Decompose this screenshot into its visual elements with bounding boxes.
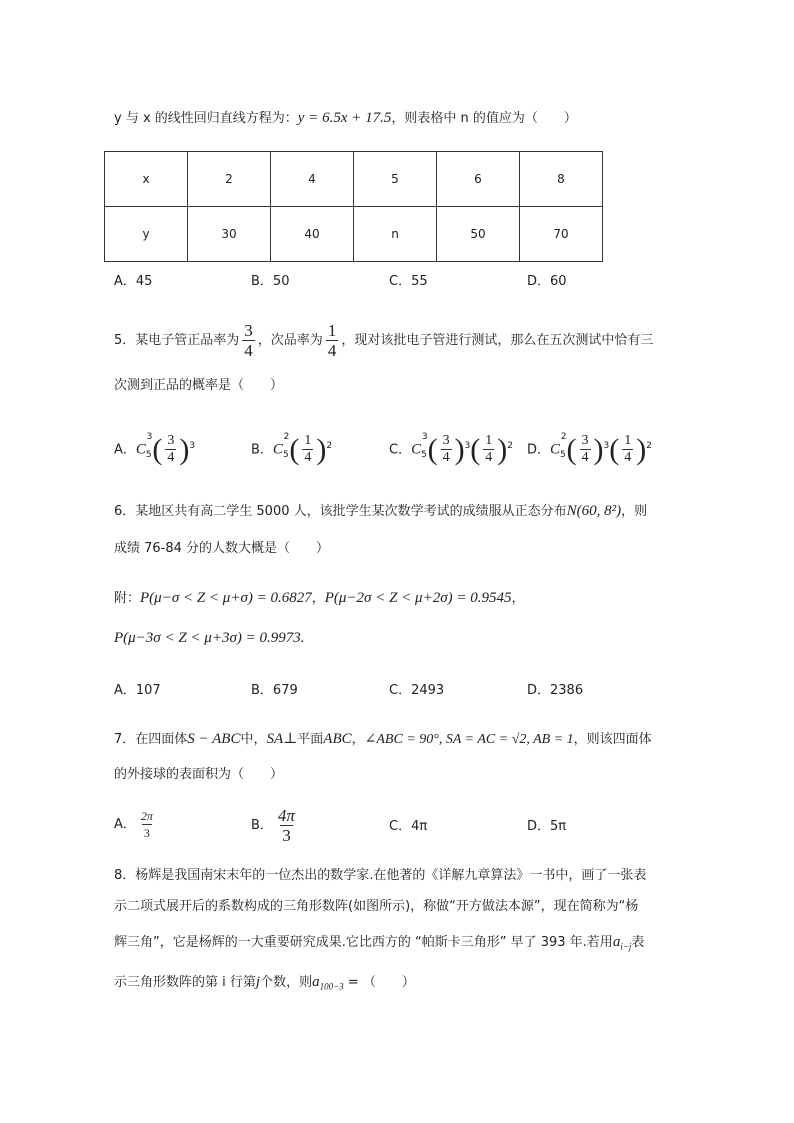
table-cell: 2 [188,152,271,207]
table-cell: y [105,207,188,262]
q7-option-b: B． $\frac{4\pi}{3}$ [251,806,295,845]
tetrahedron-conditions: ∠ABC = 90°, SA = AC = √2, AB = 1 [364,732,574,747]
q5-stem-line2: 次测到正品的概率是（ ） [114,378,284,393]
table-cell: 8 [520,152,603,207]
q4-option-a: A．45 [114,274,153,289]
q8-stem-line3: 辉三角”，它是杨辉的一大重要研究成果.它比西方的 “帕斯卡三角形” 早了 393 年.若用$a_{i-j}$表 [114,934,645,952]
table-row [105,207,603,262]
table-cell: 6 [437,152,520,207]
prob-2sigma: P(μ−2σ < Z < μ+2σ) = 0.9545 [324,590,512,606]
q5-option-a: A．$C_5^3$( $\frac{3}{4}$ )$^3$ [114,432,196,466]
table-cell: 70 [520,207,603,262]
q6-option-c: C．2493 [389,683,445,698]
q7-option-d: D．5π [527,819,567,834]
q4-stem: y 与 x 的线性回归直线方程为：y = 6.5x + 17.5，则表格中 n 的值应为（ ） [114,110,577,126]
q4-option-c: C．55 [389,274,428,289]
prob-1sigma: P(μ−σ < Z < μ+σ) = 0.6827 [140,590,312,606]
table-row [105,152,603,207]
q8-stem-line2: 示二项式展开后的系数构成的三角形数阵(如图所示)，称做“开方做法本源”，现在简称为“杨 [114,899,639,914]
q7-stem-line1: 7．在四面体S − ABC中，SA⊥平面ABC，∠ABC = 90°, SA = AC = √2, AB = 1，则该四面体 [114,731,652,747]
table-cell: 30 [188,207,271,262]
q8-stem-line1: 8．杨辉是我国南宋末年的一位杰出的数学家.在他著的《详解九章算法》一书中，画了一张表 [114,868,647,883]
regression-equation: y = 6.5x + 17.5 [297,110,392,126]
q5-option-b: B．$C_5^2$( $\frac{1}{4}$ )$^2$ [251,432,333,466]
table-cell: 40 [271,207,354,262]
q7-option-c: C．4π [389,819,428,834]
tetrahedron-name: S − ABC [187,731,241,747]
q4-option-d: D．60 [527,274,567,289]
normal-distribution: N(60, 8²) [566,503,622,519]
q5-option-c: C．$C_5^3$( $\frac{3}{4}$ )$^3$( $\frac{1}{4}$ )$^2$ [389,432,514,466]
table-cell: n [354,207,437,262]
table-cell: 4 [271,152,354,207]
q6-option-d: D．2386 [527,683,584,698]
prob-3sigma: P(μ−3σ < Z < μ+3σ) = 0.9973. [114,630,305,646]
q5-stem-line1: 5．某电子管正品率为 $\frac{3}{4}$ ，次品率为 $\frac{1}{4}$ ，现对该批电子管进行测试，那么在五次测试中恰有三 [114,321,654,360]
q6-option-b: B．679 [251,683,298,698]
fraction-bad-rate: $\frac{1}{4}$ [327,321,337,360]
q6-note-line1: 附：P(μ−σ < Z < μ+σ) = 0.6827，P(μ−2σ < Z < μ+2σ) = 0.9545， [114,590,525,606]
q6-option-a: A．107 [114,683,161,698]
q5-option-d: D．$C_5^2$( $\frac{3}{4}$ )$^3$( $\frac{1}{4}$ )$^2$ [527,432,652,466]
q4-option-b: B．50 [251,274,290,289]
table-cell: x [105,152,188,207]
fraction-good-rate: $\frac{3}{4}$ [244,321,253,360]
q7-stem-line2: 的外接球的表面积为（ ） [114,767,284,782]
q6-stem-line2: 成绩 76-84 分的人数大概是（ ） [114,541,330,556]
table-cell: 50 [437,207,520,262]
table-cell: 5 [354,152,437,207]
q6-stem-line1: 6．某地区共有高二学生 5000 人，该批学生某次数学考试的成绩服从正态分布N(60, 8²)，则 [114,503,648,519]
q4-data-table [104,151,603,262]
q8-stem-line4: 示三角形数阵的第 i 行第j个数，则$a_{100-3}$ = （ ） [114,974,415,992]
q6-note-line2 [114,628,304,649]
q7-option-a: A． $\frac{2\pi}{3}$ [114,809,153,840]
